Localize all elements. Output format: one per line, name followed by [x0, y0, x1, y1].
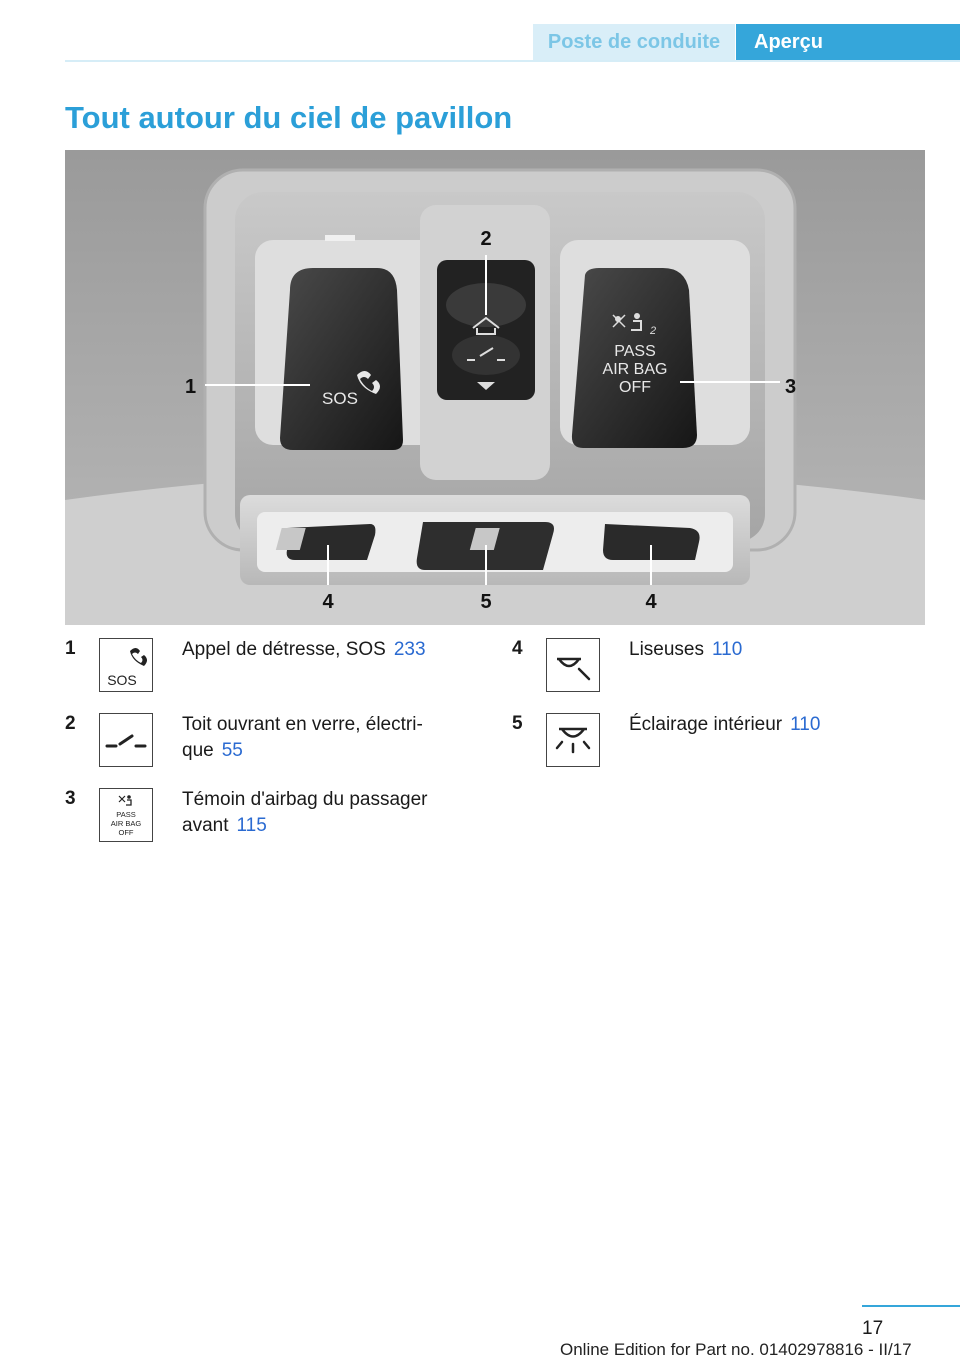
- footer-rule: [862, 1305, 960, 1307]
- item-number: 3: [65, 788, 76, 809]
- item-number: 4: [512, 638, 523, 659]
- callout-4-left: 4: [322, 591, 334, 613]
- airbag-sub-label: 2: [650, 325, 657, 337]
- header-rule: [65, 60, 960, 62]
- section-tab[interactable]: Poste de conduite: [533, 24, 735, 60]
- reading-light-icon: [546, 638, 600, 692]
- airbag-line-3: OFF: [619, 379, 651, 396]
- item-number: 5: [512, 713, 523, 734]
- callout-2: 2: [480, 228, 492, 250]
- airbag-line-2: AIR BAG: [602, 361, 668, 378]
- callout-3: 3: [785, 376, 797, 398]
- page-reference-link[interactable]: 115: [236, 815, 267, 836]
- sos-button-label: SOS: [322, 389, 358, 408]
- item-description: [182, 787, 447, 839]
- item-description: [629, 712, 894, 738]
- passenger-airbag-off-icon: [99, 788, 153, 842]
- callout-5: 5: [480, 591, 492, 613]
- item-text: Toit ouvrant en verre, électri‐ que: [182, 714, 423, 761]
- edition-note: Online Edition for Part no. 01402978816 - II/17: [560, 1340, 912, 1359]
- item-description: [629, 637, 894, 663]
- item-number: 2: [65, 713, 76, 734]
- page-reference-link[interactable]: 110: [790, 714, 821, 735]
- sos-phone-icon: [99, 638, 153, 692]
- item-text: Appel de détresse, SOS: [182, 639, 386, 660]
- sos-icon-label: SOS: [107, 672, 137, 688]
- item-description: [182, 712, 447, 764]
- callout-1: 1: [185, 376, 197, 398]
- item-text: Témoin d'airbag du passager avant: [182, 789, 428, 836]
- glass-roof-icon: [99, 713, 153, 767]
- page-title: Tout autour du ciel de pavillon: [65, 100, 513, 135]
- airbag-icon-line-2: AIR BAG: [110, 819, 142, 828]
- page-number: 17: [862, 1318, 884, 1339]
- airbag-line-1: PASS: [614, 343, 656, 360]
- callout-4-right: 4: [645, 591, 657, 613]
- airbag-icon-line-1: PASS: [116, 810, 136, 819]
- item-text: Éclairage intérieur: [629, 714, 783, 735]
- subsection-tab[interactable]: Aperçu: [736, 24, 960, 60]
- interior-light-icon: [546, 713, 600, 767]
- item-description: [182, 637, 447, 663]
- item-text: Liseuses: [629, 639, 704, 660]
- page-reference-link[interactable]: 233: [393, 639, 426, 660]
- overhead-console-photo: [65, 150, 925, 625]
- page-reference-link[interactable]: 110: [712, 639, 743, 660]
- page-reference-link[interactable]: 55: [221, 740, 243, 761]
- item-number: 1: [65, 638, 76, 659]
- airbag-icon-line-3: OFF: [118, 828, 134, 837]
